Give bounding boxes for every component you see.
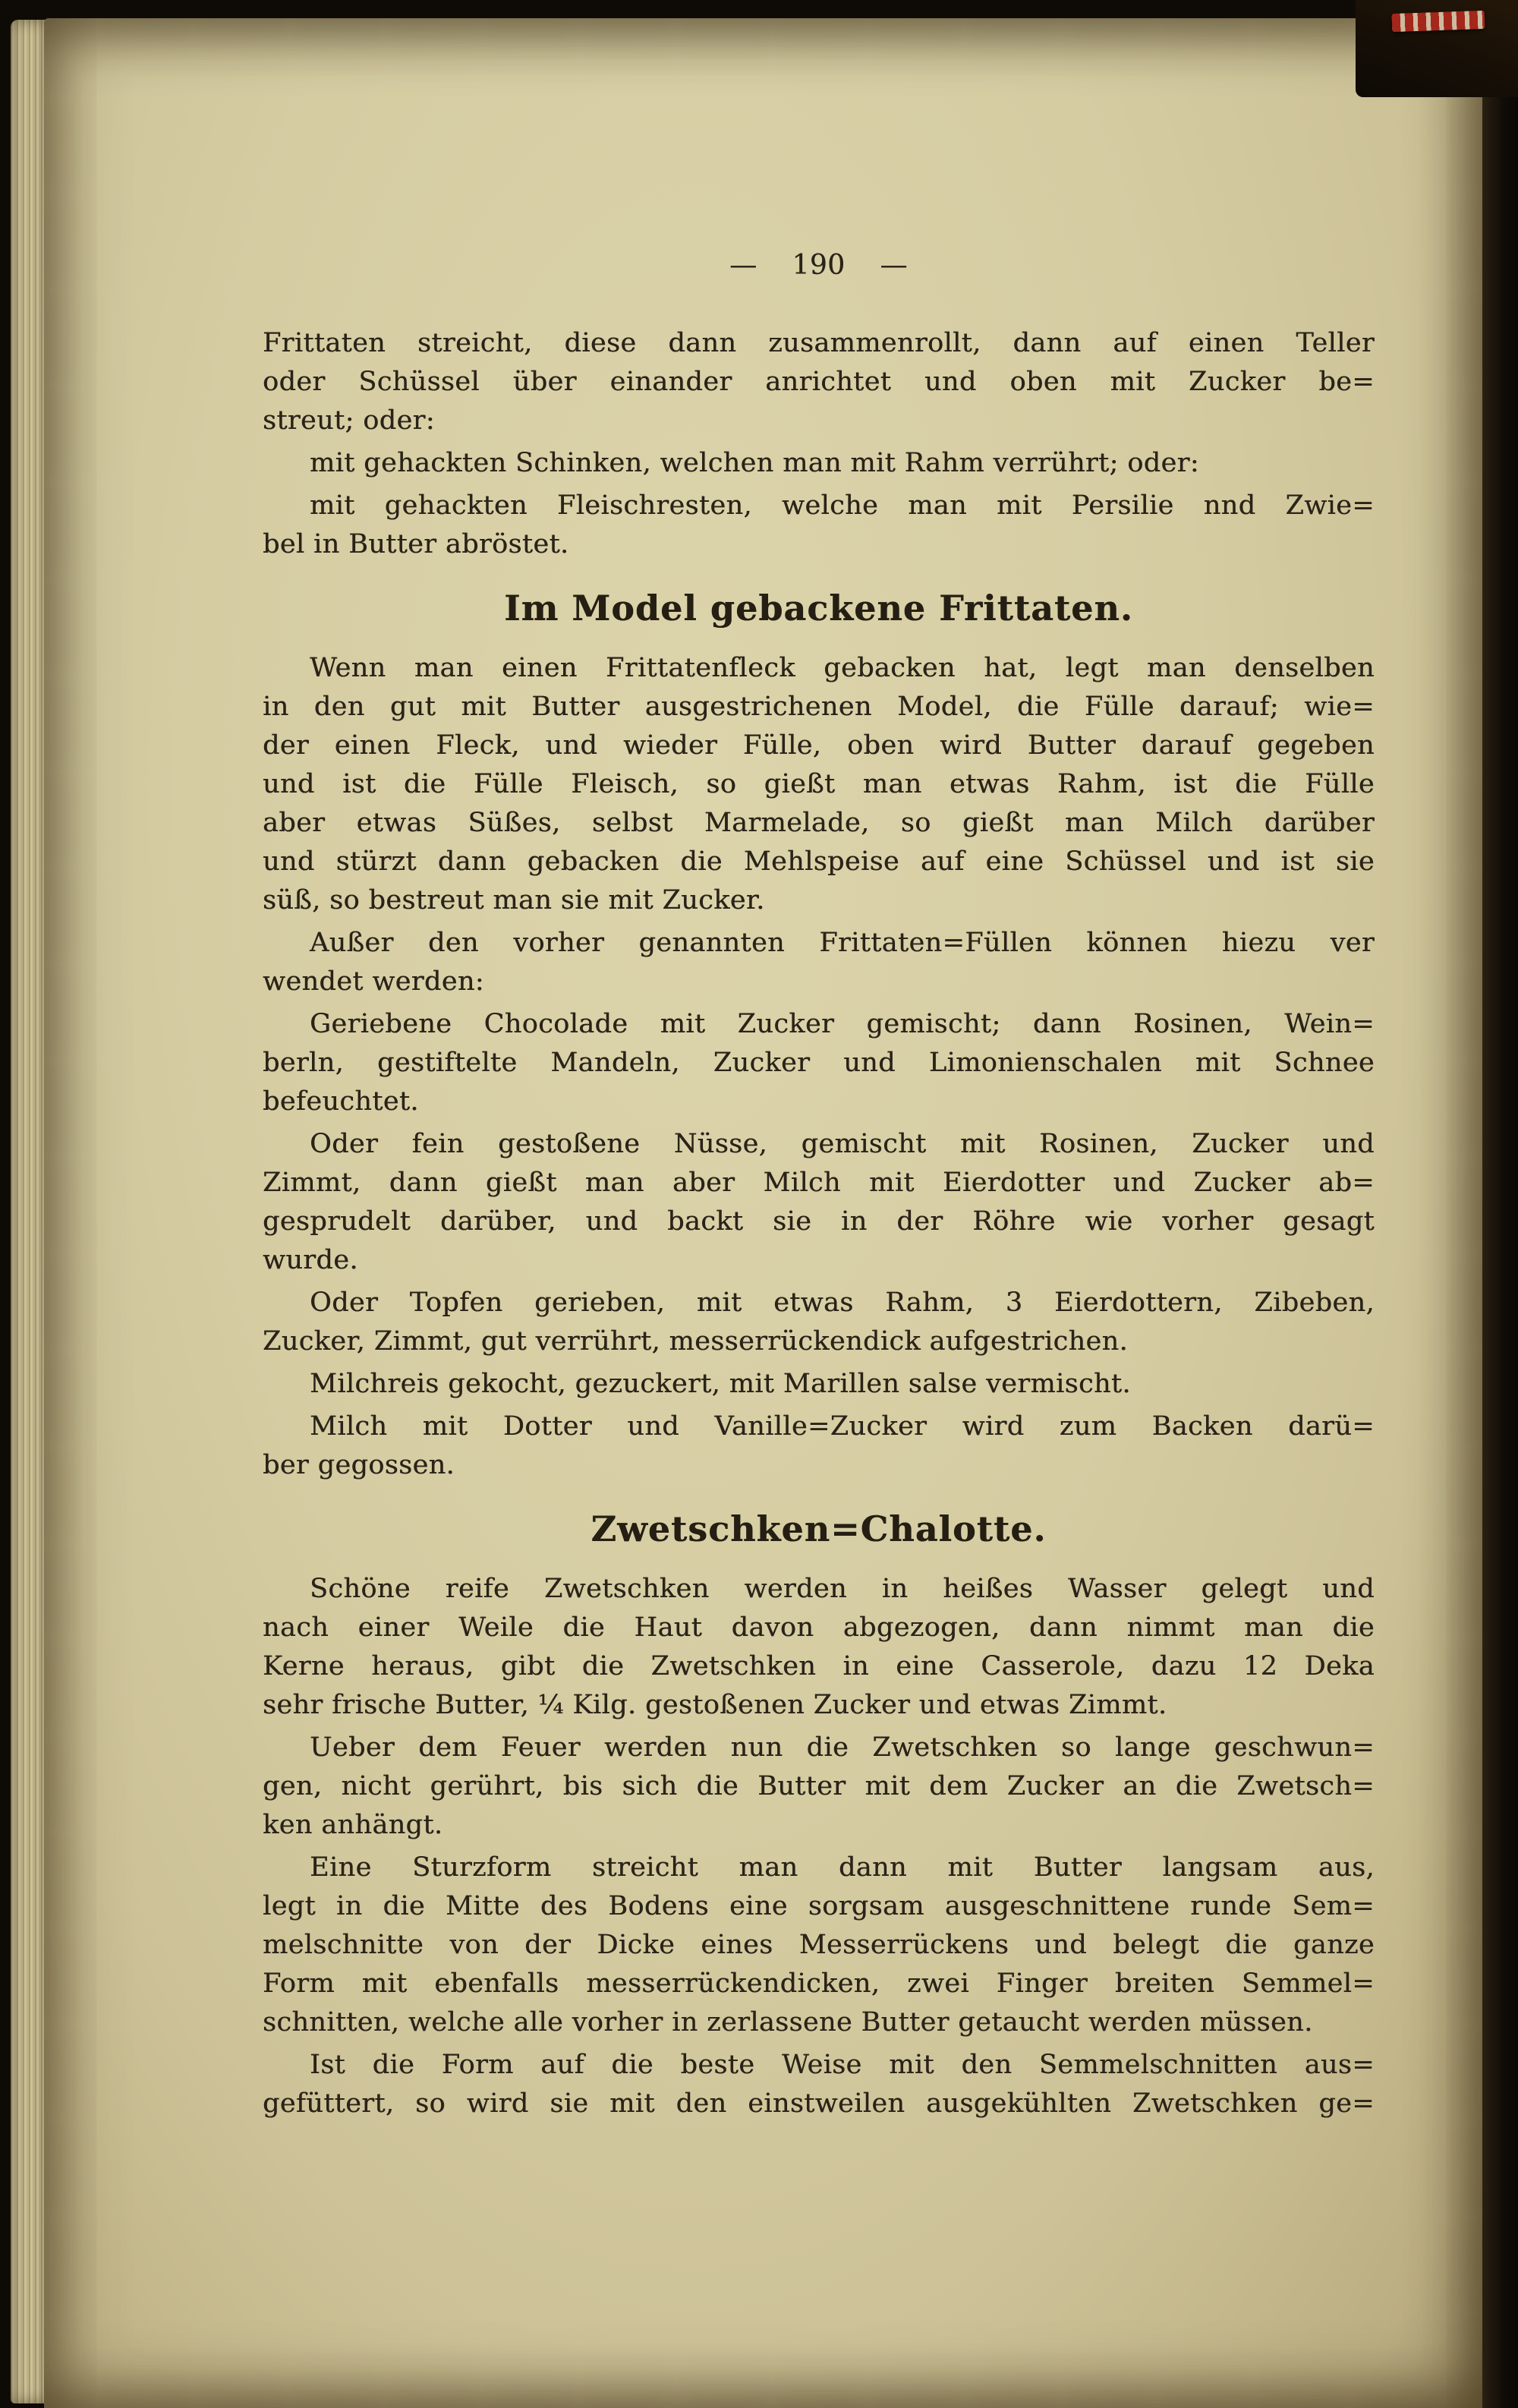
text-line: ber gegossen. [263, 1450, 455, 1480]
text-line: gefüttert, so wird sie mit den einstweilen ausgekühlten Zwetschken ge= [263, 2088, 1375, 2119]
header-dash-right: — [880, 250, 908, 281]
text-line: Frittaten streicht, diese dann zusammenrollt, dann auf einen Teller [263, 328, 1375, 358]
paragraph [263, 649, 1375, 920]
text-line: melschnitte von der Dicke eines Messerrückens und belegt die ganze [263, 1930, 1375, 1960]
text-line: gesprudelt darüber, und backt sie in der Röhre wie vorher gesagt [263, 1206, 1375, 1237]
text-line: oder Schüssel über einander anrichtet und oben mit Zucker be= [263, 367, 1375, 397]
text-line: Form mit ebenfalls messerrückendicken, zwei Finger breiten Semmel= [263, 1968, 1375, 1999]
text-line: Oder Topfen gerieben, mit etwas Rahm, 3 Eierdottern, Zibeben, [310, 1288, 1375, 1318]
text-line: Schöne reife Zwetschken werden in heißes Wasser gelegt und [310, 1574, 1375, 1604]
text-line: Ist die Form auf die beste Weise mit den Semmelschnitten aus= [310, 2050, 1375, 2080]
text-line: der einen Fleck, und wieder Fülle, oben wird Butter darauf gegeben [263, 730, 1375, 761]
text-line: und ist die Fülle Fleisch, so gießt man etwas Rahm, ist die Fülle [263, 769, 1375, 799]
text-line: bel in Butter abröstet. [263, 529, 569, 559]
text-line: Außer den vorher genannten Frittaten=Füllen können hiezu ver [310, 928, 1375, 958]
paragraph [263, 1005, 1375, 1121]
text-line: gen, nicht gerührt, bis sich die Butter mit dem Zucker an die Zwetsch= [263, 1771, 1375, 1801]
paragraph [263, 1729, 1375, 1845]
text-line: Milchreis gekocht, gezuckert, mit Marillen salse vermischt. [310, 1369, 1131, 1399]
text-line: und stürzt dann gebacken die Mehlspeise auf eine Schüssel und ist sie [263, 846, 1375, 877]
page-number-header [263, 246, 1375, 285]
text-line: mit gehackten Schinken, welchen man mit Rahm verrührt; oder: [310, 448, 1199, 478]
text-line: mit gehackten Fleischresten, welche man mit Persilie nnd Zwie= [310, 490, 1375, 521]
paragraph [263, 1407, 1375, 1485]
headband-stripes [1392, 11, 1485, 32]
text-line: wurde. [263, 1245, 358, 1275]
text-line: berln, gestiftelte Mandeln, Zucker und Limonienschalen mit Schnee [263, 1048, 1375, 1078]
text-line: Zimmt, dann gießt man aber Milch mit Eierdotter und Zucker ab= [263, 1168, 1375, 1198]
text-line: süß, so bestreut man sie mit Zucker. [263, 885, 765, 916]
paragraph [263, 2046, 1375, 2123]
text-line: sehr frische Butter, ¼ Kilg. gestoßenen Zucker und etwas Zimmt. [263, 1690, 1167, 1720]
text-line: Eine Sturzform streicht man dann mit Butter langsam aus, [310, 1852, 1375, 1883]
text-line: Ueber dem Feuer werden nun die Zwetschken so lange geschwun= [310, 1732, 1375, 1763]
paragraph [263, 444, 1375, 483]
paragraph [263, 1849, 1375, 2042]
text-line: nach einer Weile die Haut davon abgezogen, dann nimmt man die [263, 1612, 1375, 1643]
book-cover-corner [1356, 0, 1518, 97]
text-line: befeuchtet. [263, 1086, 419, 1117]
text-line: legt in die Mitte des Bodens eine sorgsam ausgeschnittene runde Sem= [263, 1891, 1375, 1921]
text-line: ken anhängt. [263, 1810, 443, 1840]
text-line: in den gut mit Butter ausgestrichenen Model, die Fülle darauf; wie= [263, 692, 1375, 722]
text-line: streut; oder: [263, 405, 435, 436]
text-blocks [263, 324, 1375, 2123]
text-line: schnitten, welche alle vorher in zerlassene Butter getaucht werden müssen. [263, 2007, 1313, 2038]
book-page [44, 18, 1482, 2408]
text-column [263, 246, 1375, 2123]
text-line: Kerne heraus, gibt die Zwetschken in eine Casserole, dazu 12 Deka [263, 1651, 1375, 1682]
header-dash-left: — [729, 250, 757, 281]
paragraph [263, 1125, 1375, 1280]
paragraph [263, 1284, 1375, 1361]
page-stack-edges [11, 20, 47, 2403]
text-line: Wenn man einen Frittatenfleck gebacken hat, legt man denselben [310, 653, 1375, 683]
text-line: Zucker, Zimmt, gut verrührt, messerrückendick aufgestrichen. [263, 1326, 1129, 1357]
paragraph [263, 1570, 1375, 1725]
section-heading: Im Model gebackene Frittaten. [504, 588, 1133, 629]
paragraph [263, 1365, 1375, 1404]
book-spine-edge [1482, 0, 1518, 2408]
paragraph [263, 924, 1375, 1001]
text-line: aber etwas Süßes, selbst Marmelade, so gießt man Milch darüber [263, 808, 1375, 838]
text-line: Milch mit Dotter und Vanille=Zucker wird zum Backen darü= [310, 1411, 1375, 1442]
paragraph [263, 324, 1375, 440]
section-heading: Zwetschken=Chalotte. [591, 1508, 1047, 1549]
paragraph [263, 487, 1375, 564]
text-line: Oder fein gestoßene Nüsse, gemischt mit Rosinen, Zucker und [310, 1129, 1375, 1159]
text-line: Geriebene Chocolade mit Zucker gemischt; dann Rosinen, Wein= [310, 1009, 1375, 1039]
page-number: 190 [792, 250, 846, 281]
text-line: wendet werden: [263, 966, 484, 997]
